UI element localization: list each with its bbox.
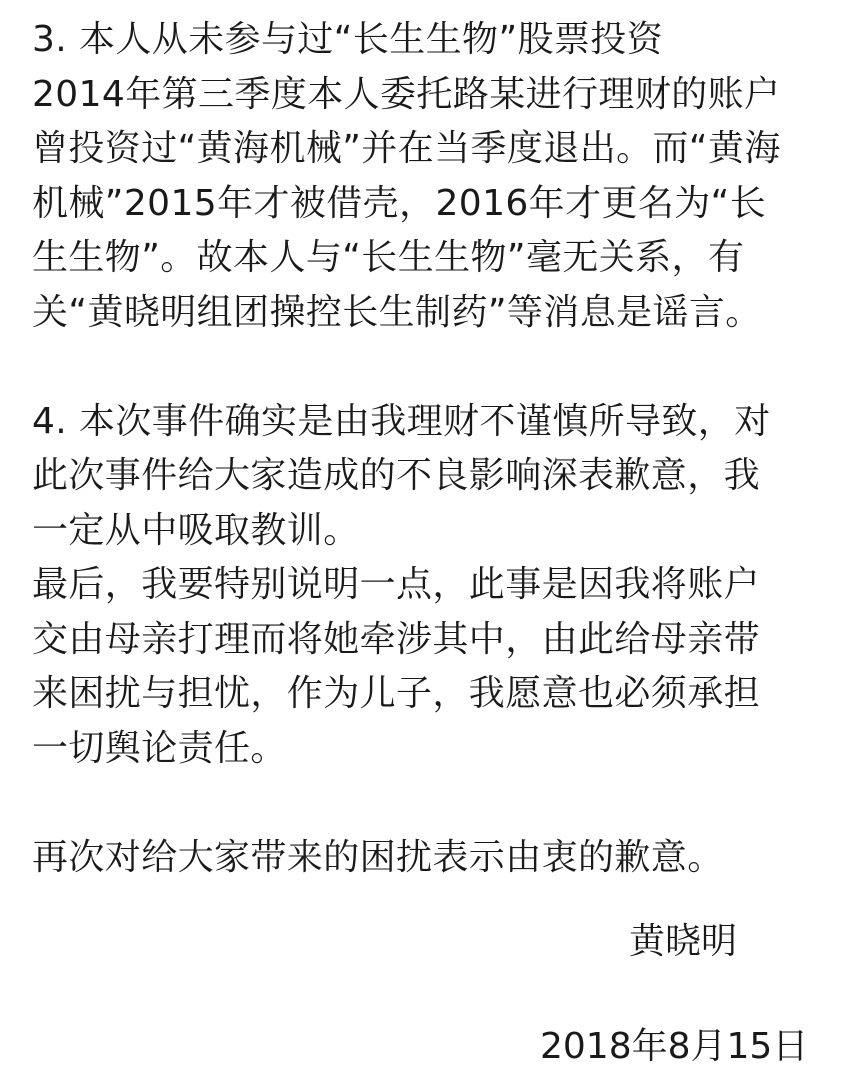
text-line: 生生物”。故本人与“长生生物”毫无关系，有 (32, 237, 745, 278)
text-line: 交由母亲打理而将她牵涉其中，由此给母亲带 (32, 618, 761, 660)
text-line: 机械”2015年才被借壳，2016年才更名为“长 (32, 182, 767, 224)
statement-date: 2018年8月15日 (540, 1026, 809, 1067)
paragraph-spacer (32, 776, 832, 831)
text-line: 来困扰与担忧，作为儿子，我愿意也必须承担 (32, 673, 761, 714)
paragraph-3 (32, 13, 832, 340)
text-line: 曾投资过“黄海机械”并在当季度退出。而“黄海 (32, 128, 781, 169)
text-line: 关“黄晓明组团操控长生制药”等消息是谣言。 (32, 291, 762, 333)
paragraph-4 (32, 395, 832, 777)
text-line: 一切舆论责任。 (32, 727, 287, 769)
text-line: 2014年第三季度本人委托路某进行理财的账户 (32, 73, 781, 115)
text-line: 3. 本人从未参与过“长生生物”股票投资 (32, 19, 664, 60)
text-line: 4. 本次事件确实是由我理财不谨慎所导致，对 (32, 400, 771, 442)
text-line: 一定从中吸取教训。 (32, 509, 360, 551)
closing-statement: 再次对给大家带来的困扰表示由衷的歉意。 (32, 836, 724, 878)
text-line: 最后，我要特别说明一点，此事是因我将账户 (32, 564, 761, 605)
text-line: 此次事件给大家造成的不良影响深表歉意，我 (32, 455, 761, 496)
signature-name: 黄晓明 (629, 921, 738, 962)
paragraph-spacer (32, 340, 832, 395)
statement-body (32, 13, 832, 885)
